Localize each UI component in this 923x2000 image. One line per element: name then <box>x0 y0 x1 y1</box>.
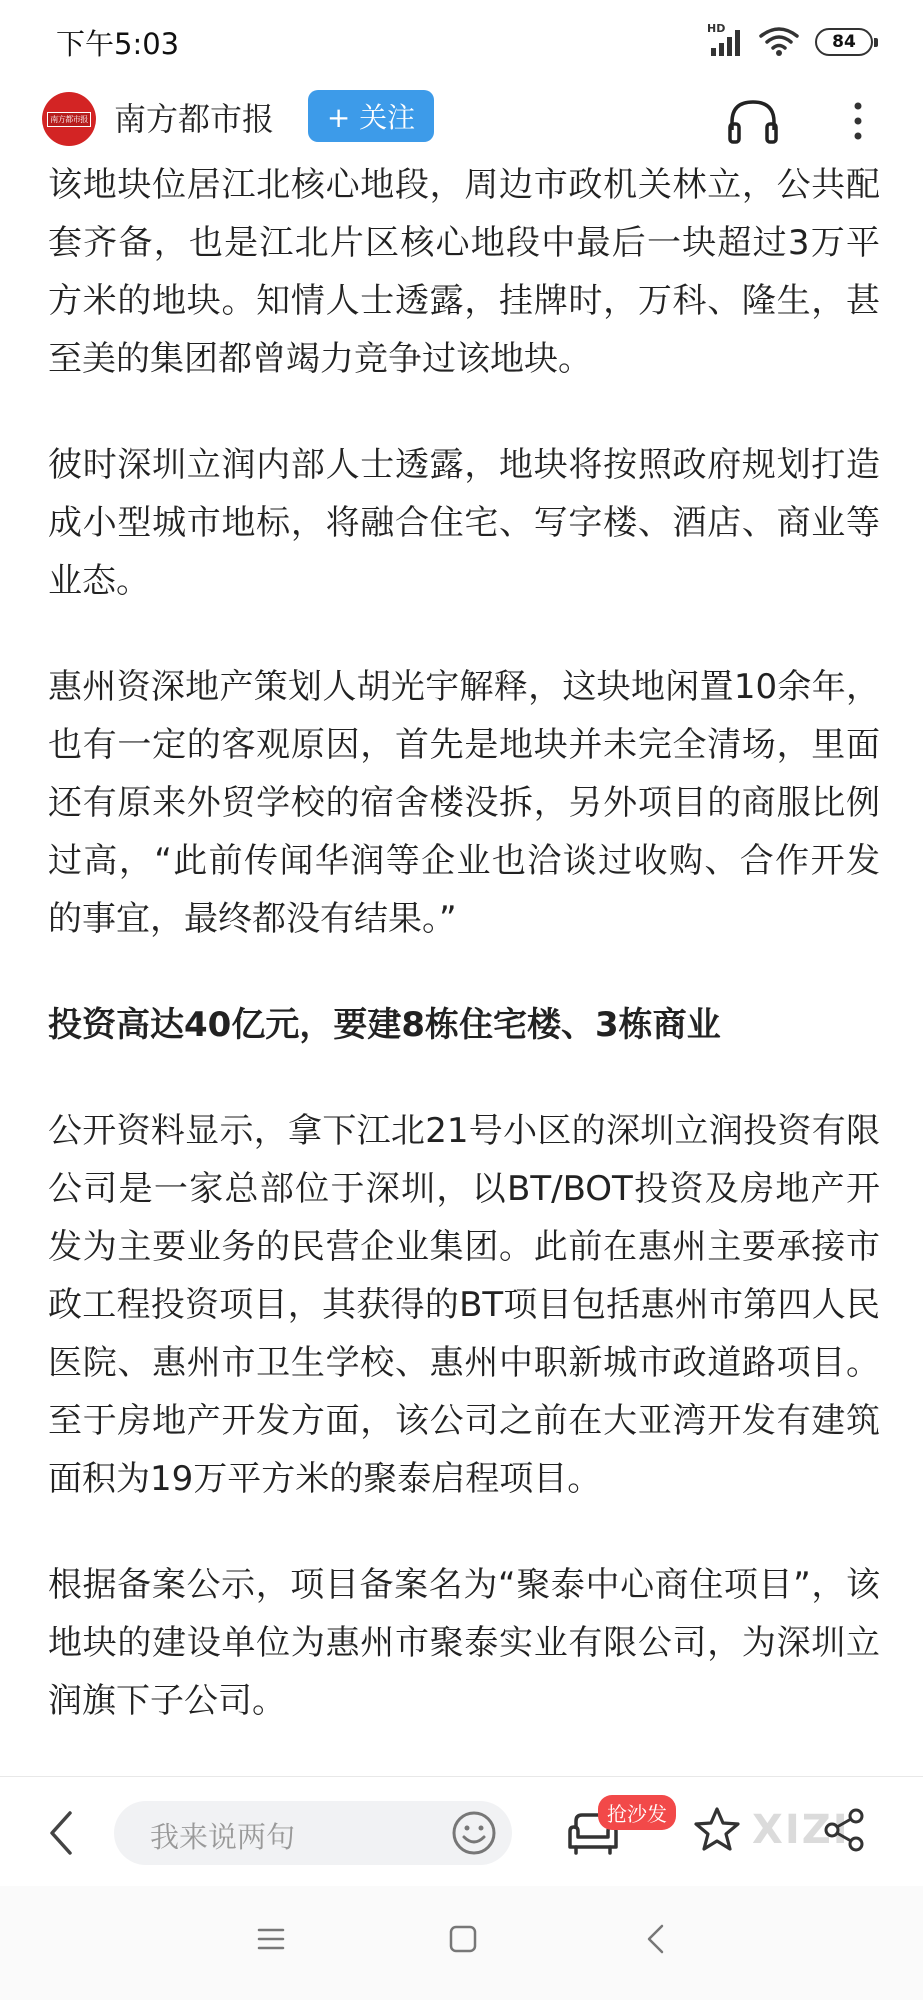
system-nav-bar <box>0 1886 923 2000</box>
home-icon[interactable] <box>448 1924 478 1954</box>
watermark: XIZI <box>752 1807 850 1853</box>
comment-placeholder: 我来说两句 <box>150 1820 296 1854</box>
article-paragraph: 该地块位居江北核心地段，周边市政机关林立，公共配套齐备，也是江北片区核心地段中最后一块超过3万平方米的地块。知情人士透露，挂牌时，万科、隆生，甚至美的集团都曾竭力竞争过该地块。 <box>48 165 880 379</box>
battery-indicator: 84 <box>815 28 873 56</box>
headphones-icon[interactable] <box>726 96 780 146</box>
nav-back-icon[interactable] <box>644 1922 668 1956</box>
status-time: 下午5:03 <box>56 27 180 61</box>
sofa-badge[interactable]: 抢沙发 <box>598 1795 676 1830</box>
back-icon[interactable] <box>44 1807 80 1859</box>
account-logo[interactable] <box>42 92 96 146</box>
comment-input[interactable] <box>114 1801 512 1865</box>
article-paragraph: 彼时深圳立润内部人士透露，地块将按照政府规划打造成小型城市地标，将融合住宅、写字楼、酒店、商业等业态。 <box>48 445 880 601</box>
more-options-icon[interactable] <box>844 98 872 144</box>
emoji-icon[interactable] <box>450 1809 498 1857</box>
follow-button[interactable]: + 关注 <box>308 90 434 142</box>
status-icons <box>707 24 873 60</box>
favorite-star-icon[interactable] <box>692 1805 742 1855</box>
hd-label: HD <box>707 22 726 35</box>
bottom-action-bar <box>0 1776 923 1886</box>
article-paragraph: 公开资料显示，拿下江北21号小区的深圳立润投资有限公司是一家总部位于深圳，以BT/BOT投资及房地产开发为主要业务的民营企业集团。此前在惠州主要承接市政工程投资项目，其获得的BT项目包括惠州市第四人民医院、惠州市卫生学校、惠州中职新城市政道路项目。至于房地产开发方面，该公司之前在大亚湾开发有建筑面积为19万平方米的聚泰启程项目。 <box>48 1111 880 1499</box>
article-paragraph: 惠州资深地产策划人胡光宇解释，这块地闲置10余年，也有一定的客观原因，首先是地块并未完全清场，里面还有原来外贸学校的宿舍楼没拆，另外项目的商服比例过高，“此前传闻华润等企业也洽谈过收购、合作开发的事宜，最终都没有结果。” <box>48 667 880 939</box>
article-subheading: 投资高达40亿元，要建8栋住宅楼、3栋商业 <box>48 1005 721 1045</box>
account-name[interactable]: 南方都市报 <box>114 100 275 138</box>
menu-icon[interactable] <box>256 1924 286 1954</box>
logo-text: 南方都市报 <box>47 112 91 127</box>
cellular-signal-icon <box>707 22 743 58</box>
article-body <box>48 156 880 1776</box>
share-icon[interactable] <box>822 1807 866 1853</box>
status-bar <box>0 0 923 84</box>
article-paragraph: 根据备案公示，项目备案名为“聚泰中心商住项目”，该地块的建设单位为惠州市聚泰实业有限公司，为深圳立润旗下子公司。 <box>48 1565 880 1721</box>
wifi-icon <box>759 26 799 58</box>
